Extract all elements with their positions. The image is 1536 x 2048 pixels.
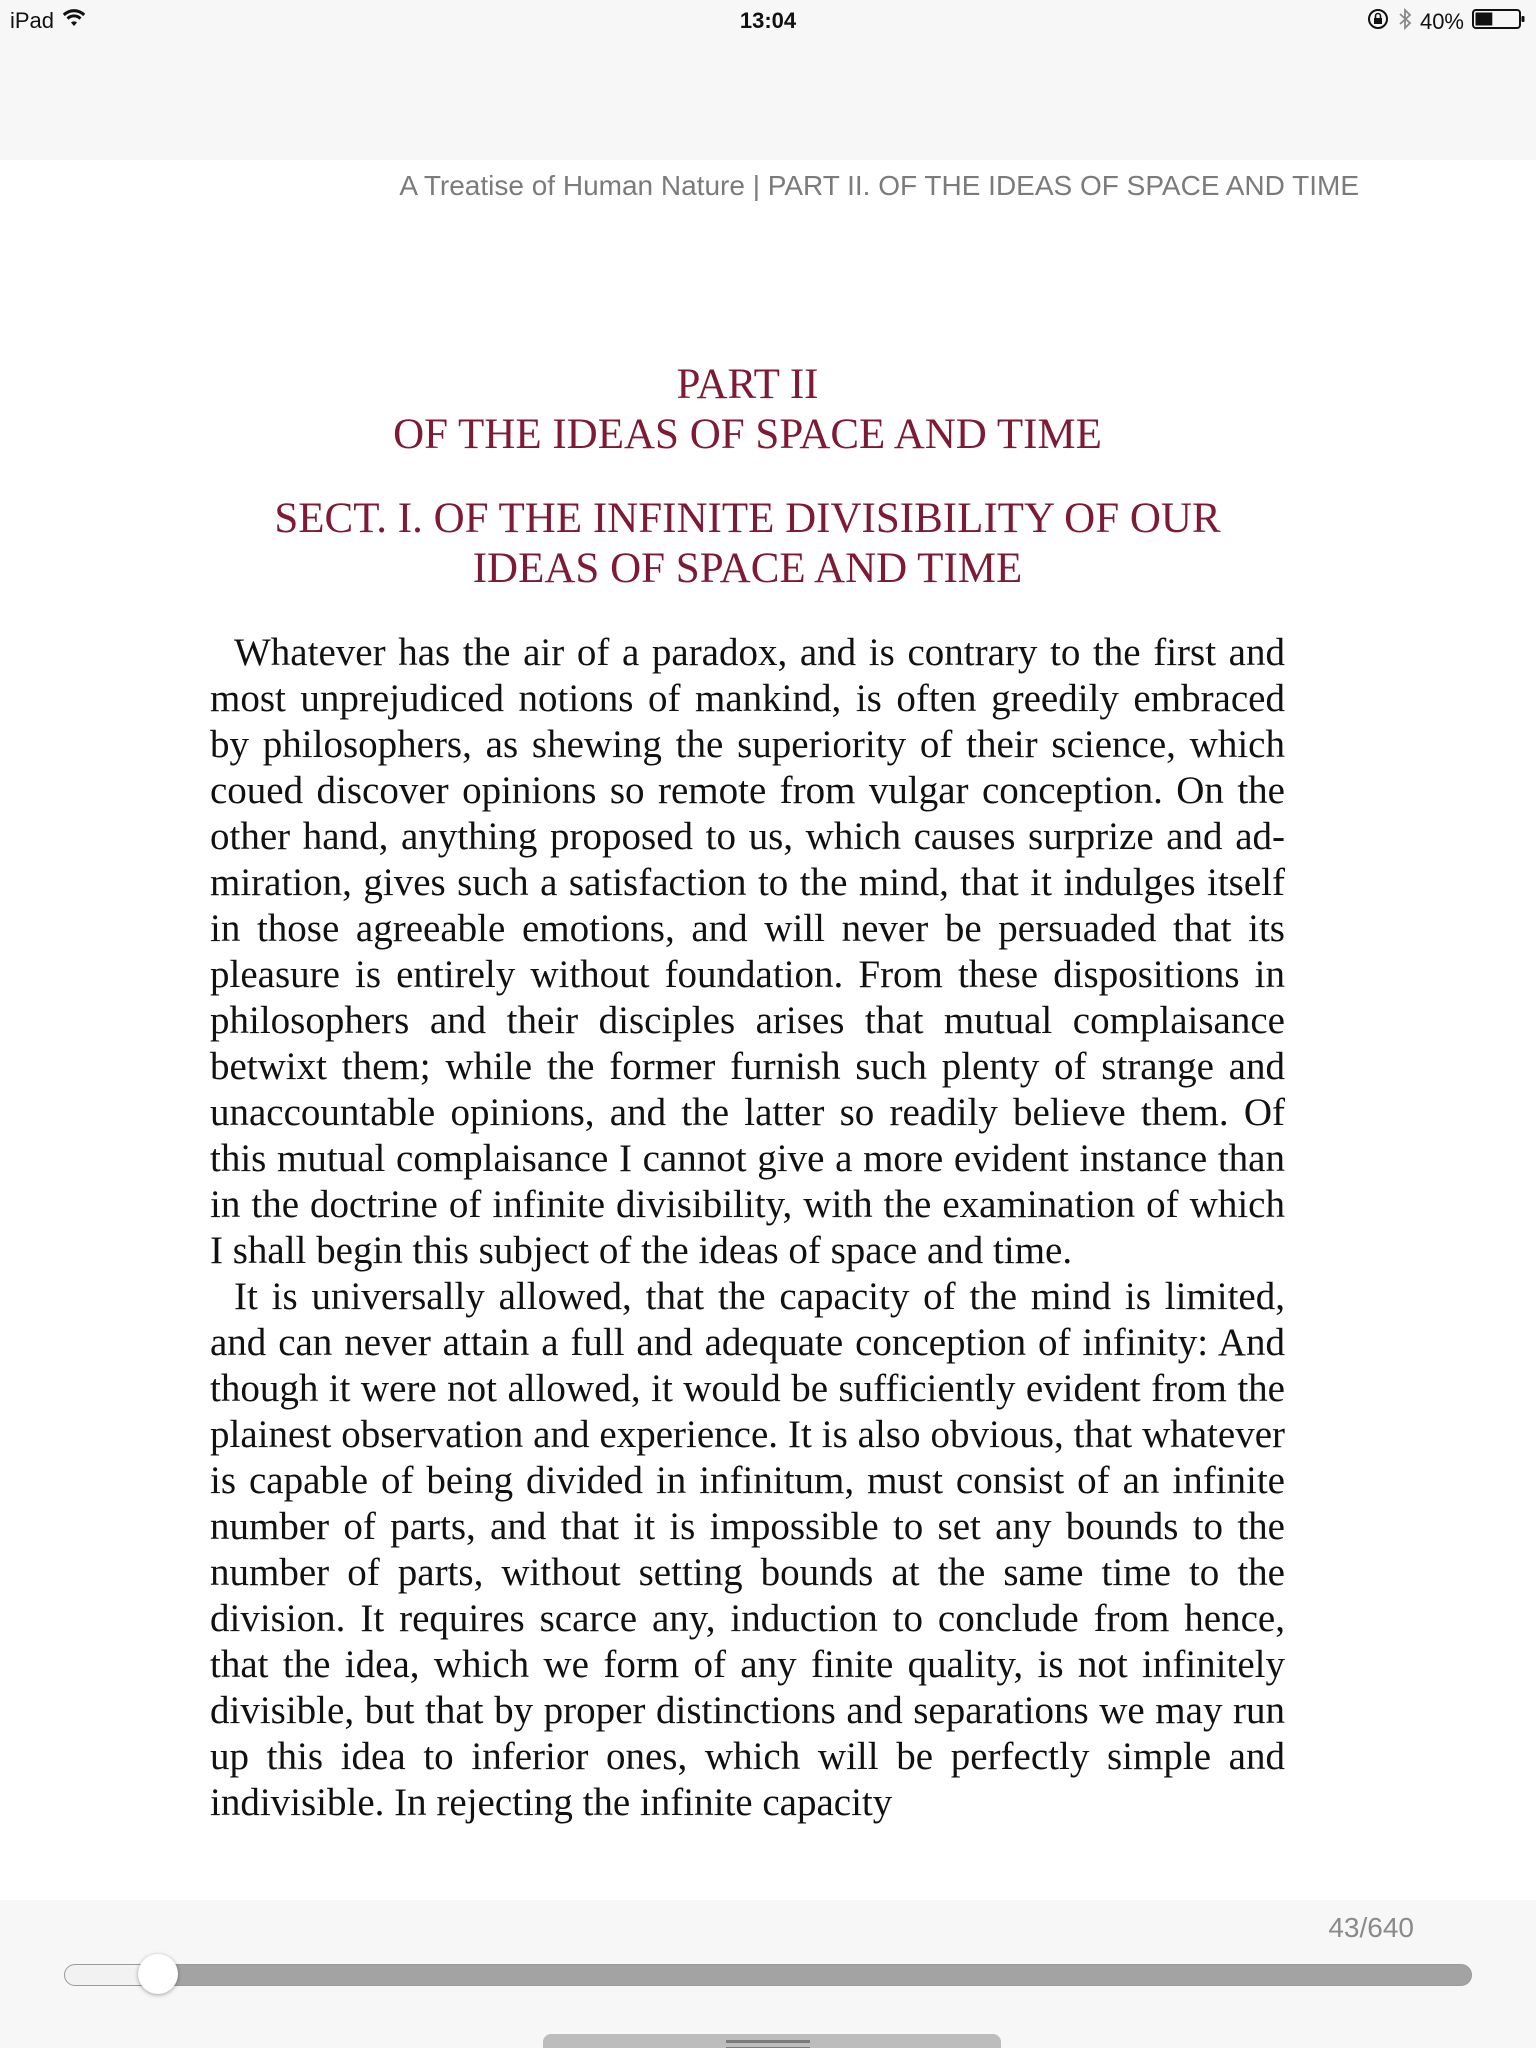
handle-grip-line bbox=[726, 2040, 810, 2043]
part-title bbox=[210, 360, 1285, 460]
battery-percent: 40% bbox=[1419, 9, 1464, 34]
clock: 13:04 bbox=[739, 8, 797, 33]
status-right bbox=[1366, 7, 1526, 37]
part-title-line: PART II bbox=[676, 361, 819, 408]
running-header: A Treatise of Human Nature | PART II. OF THE IDEAS OF SPACE AND TIME bbox=[399, 170, 1359, 201]
battery-icon bbox=[1472, 7, 1526, 37]
book-page[interactable] bbox=[210, 360, 1285, 1826]
body-paragraph: Whatever has the air of a paradox, and is contrary to the first and most unprejudiced notions of mankind, is often greedily embraced by philosophers, as shewing the superiority of their science, which coued discover opinions so remote from vulgar conception. On the other hand, anything proposed to us, which causes surprize and admiration, gives such a satisfaction to the mind, that it indulges itself in those agreeable emotions, and will never be persuaded that its pleasure is entirely without foundation. From these dispositions in philosophers and their disciples arises that mutual complaisance betwixt them; while the former furnish such plenty of strange and unaccountable opinions, and the latter so readily believe them. Of this mutual complaisance I cannot give a more evident instance than in the doctrine of infinite divisibility, with the examination of which I shall begin this subject of the ideas of space and time. bbox=[210, 631, 1285, 1272]
device-name: iPad bbox=[10, 8, 55, 33]
page-indicator: 43/640 bbox=[1328, 1912, 1414, 1943]
section-title-line: SECT. I. OF THE INFINITE DIVISIBILITY OF OUR bbox=[274, 495, 1221, 542]
part-title-line: OF THE IDEAS OF SPACE AND TIME bbox=[393, 411, 1102, 458]
status-bar bbox=[0, 0, 1536, 40]
body-paragraph: It is universally allowed, that the capacity of the mind is limited, and can never attain a full and adequate conception of infinity: And though it were not allowed, it would be sufficiently evident from the plainest observation and experience. It is also obvious, that whatever is capable of being divided in infinitum, must consist of an infinite number of parts, and that it is impossible to set any bounds to the number of parts, without setting bounds at the same time to the division. It requires scarce any, induction to conclude from hence, that the idea, which we form of any finite quality, is not infinitely divisible, but that by proper distinctions and separations we may run up this idea to inferior ones, which will be perfectly simple and indivisible. In rejecting the infinite capacity bbox=[210, 1275, 1285, 1824]
section-title bbox=[210, 494, 1285, 594]
reader-top-toolbar bbox=[0, 40, 1536, 160]
page-slider-track[interactable] bbox=[64, 1964, 1472, 1986]
orientation-lock-icon bbox=[1366, 7, 1390, 37]
bluetooth-icon bbox=[1398, 7, 1412, 37]
section-title-line: IDEAS OF SPACE AND TIME bbox=[472, 545, 1023, 592]
